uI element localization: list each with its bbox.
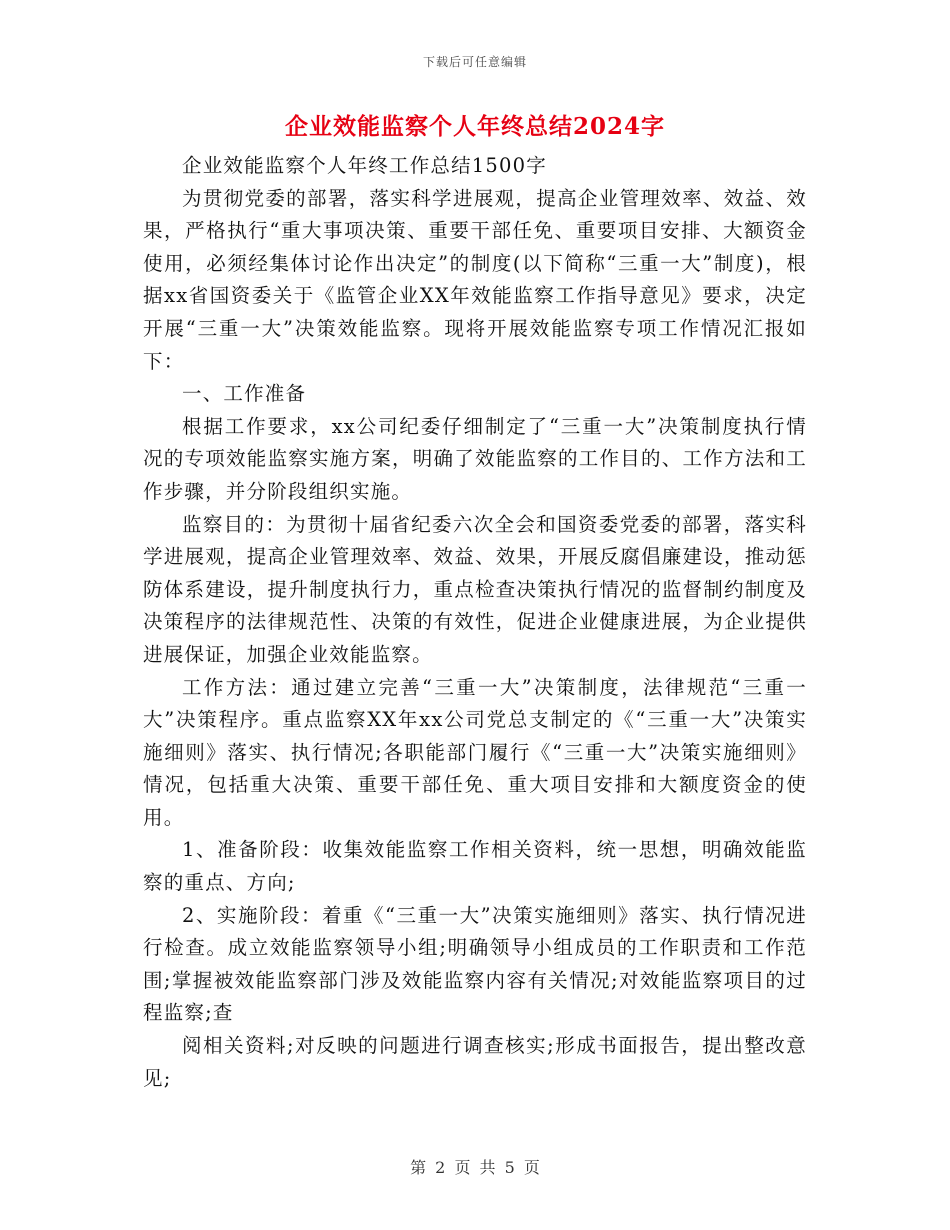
section-heading-preparation: 一、工作准备 bbox=[182, 382, 307, 406]
paragraph-stage-2-continued: 阅相关资料;对反映的问题进行调查核实;形成书面报告，提出整改意见; bbox=[143, 1034, 807, 1090]
paragraph-stage-1: 1、准备阶段：收集效能监察工作相关资料，统一思想，明确效能监察的重点、方向; bbox=[143, 838, 807, 895]
document-title: 企业效能监察个人年终总结2024字 bbox=[284, 113, 665, 140]
paragraph-method: 工作方法：通过建立完善“三重一大”决策制度，法律规范“三重一大”决策程序。重点监察XX年xx公司党总支制定的《“三重一大”决策实施细则》落实、执行情况;各职能部门履行《“三重一大”决策实施细则》情况，包括重大决策、重要干部任免、重大项目安排和大额度资金的使用。 bbox=[143, 675, 807, 829]
paragraph-plan: 根据工作要求，xx公司纪委仔细制定了“三重一大”决策制度执行情况的专项效能监察实施方案，明确了效能监察的工作目的、工作方法和工作步骤，并分阶段组织实施。 bbox=[143, 414, 807, 503]
paragraph-intro: 为贯彻党委的部署，落实科学进展观，提高企业管理效率、效益、效果，严格执行“重大事项决策、重要干部任免、重要项目安排、大额资金使用，必须经集体讨论作出决定”的制度(以下简称“三重一大”制度)，根据xx省国资委关于《监管企业XX年效能监察工作指导意见》要求，决定开展“三重一大”决策效能监察。现将开展效能监察专项工作情况汇报如下： bbox=[143, 186, 807, 373]
paragraph-stage-2: 2、实施阶段：着重《“三重一大”决策实施细则》落实、执行情况进行检查。成立效能监察领导小组;明确领导小组成员的工作职责和工作范围;掌握被效能监察部门涉及效能监察内容有关情况;对效能监察项目的过程监察;查 bbox=[143, 903, 807, 1025]
paragraph-subtitle: 企业效能监察个人年终工作总结1500字 bbox=[182, 154, 547, 177]
page-number: 第 2 页 共 5 页 bbox=[410, 1158, 540, 1177]
header-note: 下载后可任意编辑 bbox=[422, 55, 527, 69]
paragraph-purpose: 监察目的：为贯彻十届省纪委六次全会和国资委党委的部署，落实科学进展观，提高企业管理效率、效益、效果，开展反腐倡廉建设，推动惩防体系建设，提升制度执行力，重点检查决策执行情况的监督制约制度及决策程序的法律规范性、决策的有效性，促进企业健康进展，为企业提供进展保证，加强企业效能监察。 bbox=[143, 512, 807, 666]
document-body bbox=[143, 150, 807, 1095]
